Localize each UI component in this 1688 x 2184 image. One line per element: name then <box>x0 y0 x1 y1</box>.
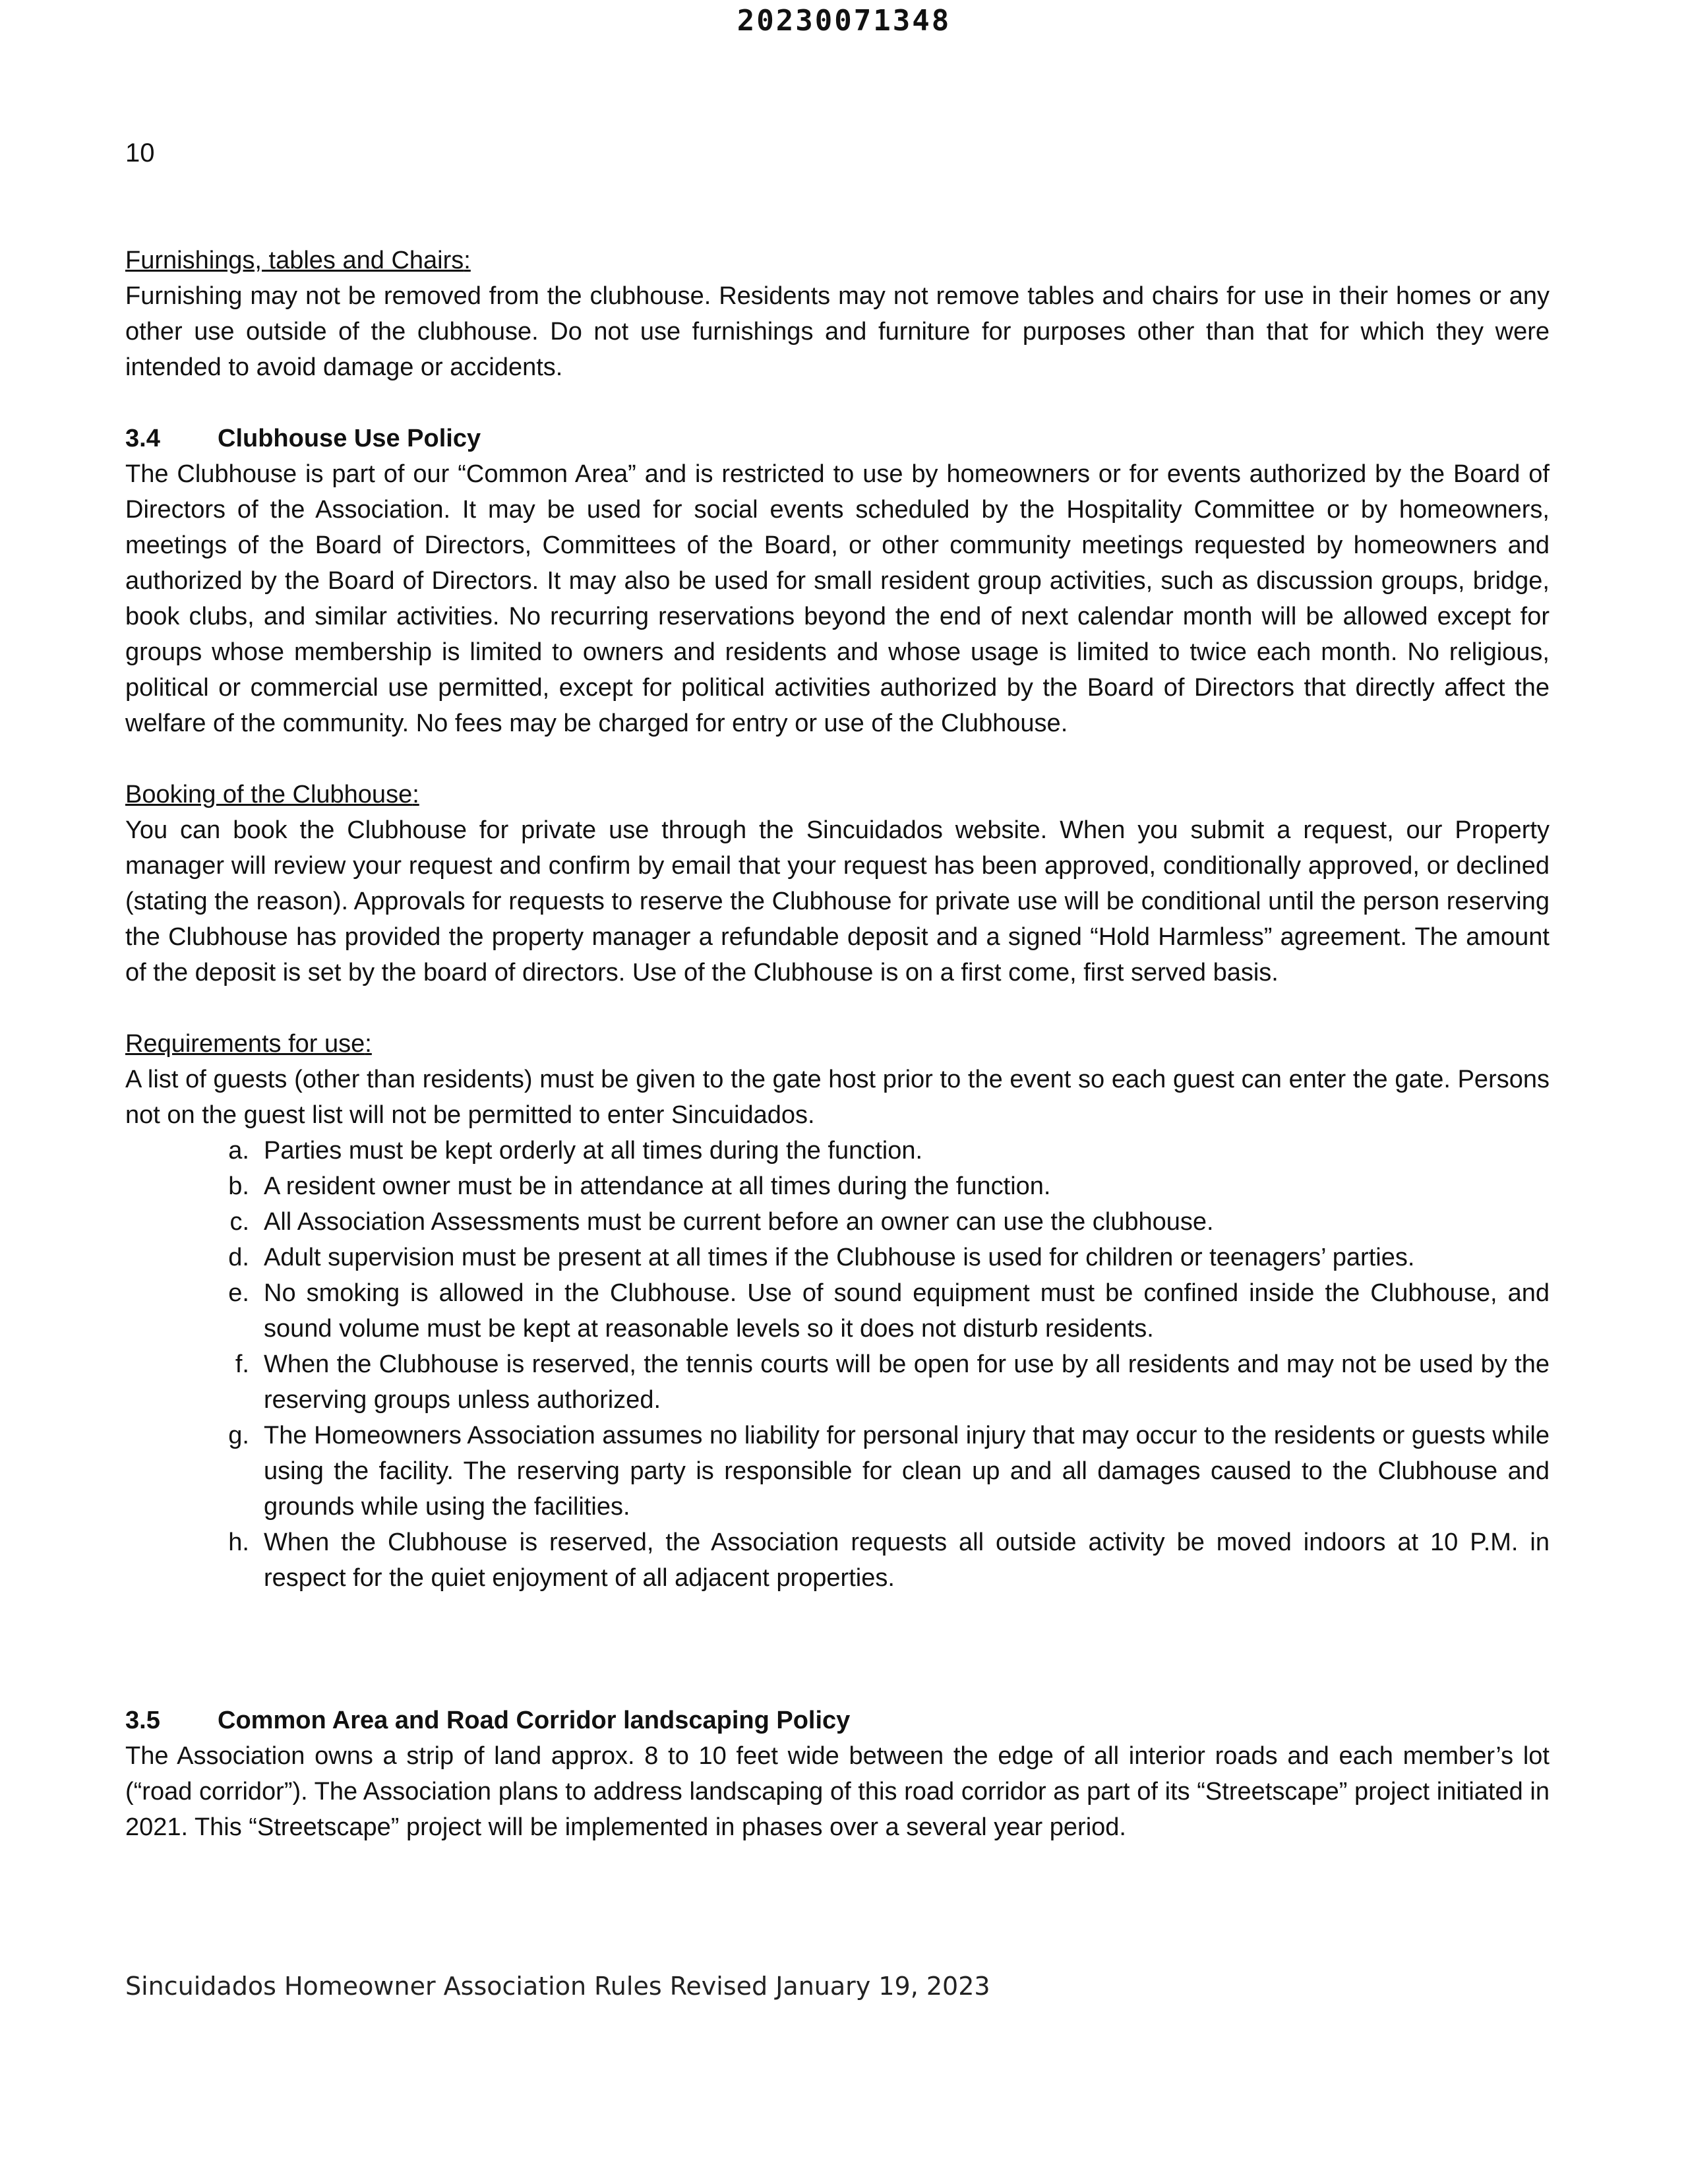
list-item: f. When the Clubhouse is reserved, the tennis courts will be open for use by all residents and may not be used by the reserving groups unless authorized. <box>235 1350 1550 1414</box>
list-item: c. All Association Assessments must be current before an owner can use the clubhouse. <box>229 1208 1214 1236</box>
section-3-5-title: Common Area and Road Corridor landscaping Policy <box>218 1707 851 1734</box>
page-footer: Sincuidados Homeowner Association Rules Revised January 19, 2023 <box>125 1972 990 2001</box>
list-item: g. The Homeowners Association assumes no liability for personal injury that may occur to the residents or guests while using the facility. The reserving party is responsible for clean up and all damages caused to the Clubhouse and grounds while using the facilities. <box>228 1422 1550 1521</box>
furnishings-heading: Furnishings, tables and Chairs: <box>125 247 471 274</box>
section-3-4-title: Clubhouse Use Policy <box>218 425 481 452</box>
page-number: 10 <box>125 138 155 167</box>
section-3-4-heading <box>125 421 1550 456</box>
document-body <box>125 243 1550 1845</box>
section-3-4-number: 3.4 <box>125 425 160 452</box>
booking-heading: Booking of the Clubhouse: <box>125 781 419 808</box>
list-item: a. Parties must be kept orderly at all times during the function. <box>228 1137 923 1165</box>
list-item: h. When the Clubhouse is reserved, the Association requests all outside activity be moved indoors at 10 P.M. in respect for the quiet enjoyment of all adjacent properties. <box>228 1529 1550 1592</box>
section-3-5-number: 3.5 <box>125 1707 160 1734</box>
requirements-intro: A list of guests (other than residents) must be given to the gate host prior to the event so each guest can enter the gate. Persons not on the guest list will not be permitted to enter Sincuidados. <box>125 1066 1550 1129</box>
list-item: e. No smoking is allowed in the Clubhouse. Use of sound equipment must be confined inside the Clubhouse, and sound volume must be kept at reasonable levels so it does not disturb residents. <box>228 1279 1550 1343</box>
furnishings-paragraph: Furnishing may not be removed from the clubhouse. Residents may not remove tables and chairs for use in their homes or any other use outside of the clubhouse. Do not use furnishings and furniture for purposes other than that for which they were intended to avoid damage or accidents. <box>125 282 1550 381</box>
list-item: d. Adult supervision must be present at all times if the Clubhouse is used for children or teenagers’ parties. <box>228 1244 1415 1271</box>
section-3-5-heading <box>125 1703 1550 1738</box>
section-3-4-paragraph: The Clubhouse is part of our “Common Area” and is restricted to use by homeowners or for events authorized by the Board of Directors of the Association. It may be used for social events scheduled by the Hospitality Committee or by homeowners, meetings of the Board of Directors, Committees of the Board, or other community meetings requested by homeowners and authorized by the Board of Directors. It may also be used for small resident group activities, such as discussion groups, bridge, book clubs, and similar activities. No recurring reservations beyond the end of next calendar month will be allowed except for groups whose membership is limited to owners and residents and whose usage is limited to twice each month. No religious, political or commercial use permitted, except for political activities authorized by the Board of Directors that directly affect the welfare of the community. No fees may be charged for entry or use of the Clubhouse. <box>125 460 1550 737</box>
document-number: 20230071348 <box>737 4 951 38</box>
requirements-heading: Requirements for use: <box>125 1030 372 1058</box>
booking-paragraph: You can book the Clubhouse for private use through the Sincuidados website. When you submit a request, our Property manager will review your request and confirm by email that your request has been approved, conditionally approved, or declined (stating the reason). Approvals for requests to reserve the Clubhouse for private use will be conditional until the person reserving the Clubhouse has provided the property manager a refundable deposit and a signed “Hold Harmless” agreement. The amount of the deposit is set by the board of directors. Use of the Clubhouse is on a first come, first served basis. <box>125 816 1550 986</box>
list-item: b. A resident owner must be in attendance at all times during the function. <box>228 1172 1051 1200</box>
section-3-5-paragraph: The Association owns a strip of land approx. 8 to 10 feet wide between the edge of all interior roads and each member’s lot (“road corridor”). The Association plans to address landscaping of this road corridor as part of its “Streetscape” project initiated in 2021. This “Streetscape” project will be implemented in phases over a several year period. <box>125 1742 1550 1841</box>
requirements-list <box>125 1133 1550 1596</box>
